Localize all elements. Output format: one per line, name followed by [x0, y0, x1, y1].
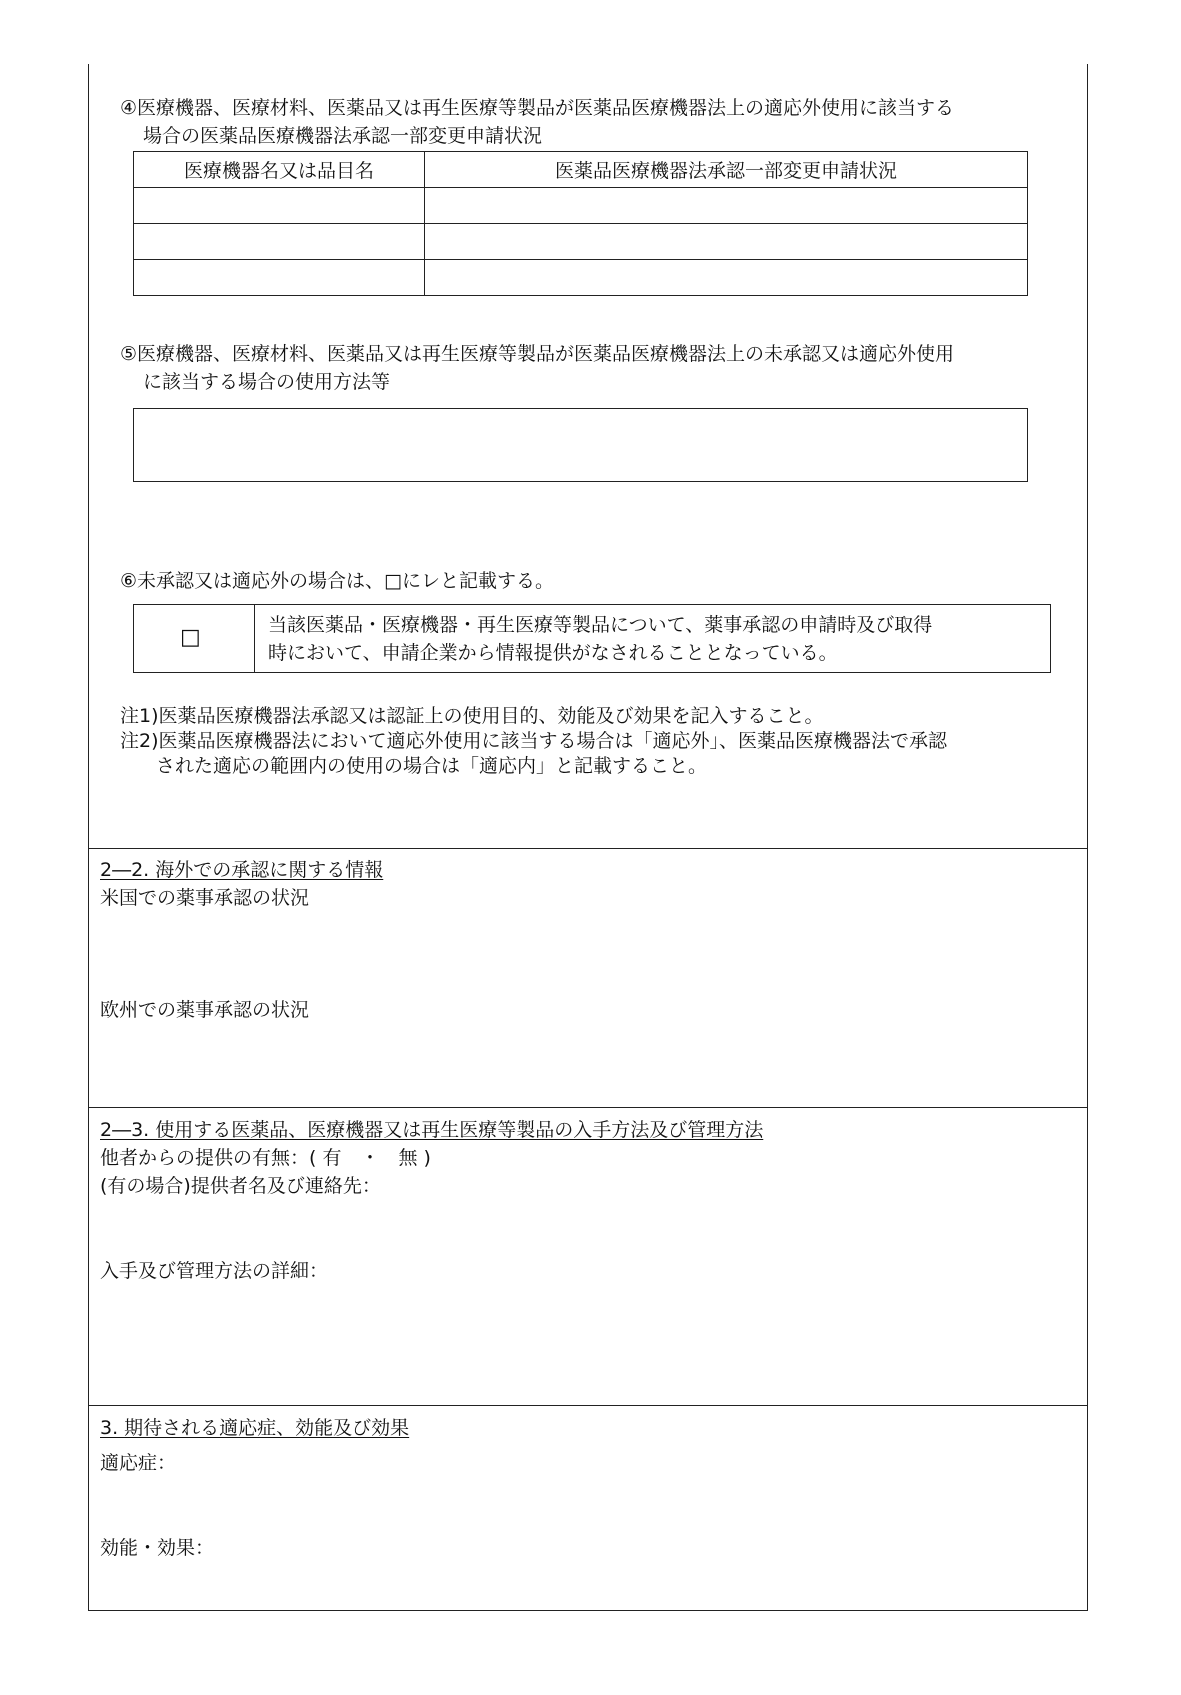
info-provision-text-line2: 時において、申請企業から情報提供がなされることとなっている。 [268, 642, 838, 664]
section-divider [88, 1107, 1088, 1108]
table-row [134, 188, 1028, 224]
acquisition-details-label: 入手及び管理方法の詳細： [100, 1260, 329, 1282]
item4-title-line1: ④医療機器、医療材料、医薬品又は再生医療等製品が医薬品医療機器法上の適応外使用に該当する [120, 97, 955, 119]
table-cell-status[interactable] [425, 188, 1028, 224]
effect-label: 効能・効果： [100, 1537, 215, 1559]
info-provision-divider [254, 605, 255, 672]
table-cell-item-name[interactable] [134, 188, 425, 224]
table-cell-item-name[interactable] [134, 260, 425, 296]
table-row [134, 260, 1028, 296]
info-provision-text-line1: 当該医薬品・医療機器・再生医療等製品について、薬事承認の申請時及び取得 [268, 614, 933, 636]
table-header-application-status: 医薬品医療機器法承認一部変更申請状況 [425, 152, 1028, 188]
note-2-line2: された適応の範囲内の使用の場合は「適応内」と記載すること。 [156, 755, 708, 777]
table-cell-status[interactable] [425, 224, 1028, 260]
item6-title: ⑥未承認又は適応外の場合は、□にレと記載する。 [120, 570, 554, 592]
item5-title-line2: に該当する場合の使用方法等 [143, 371, 391, 393]
info-provision-checkbox[interactable]: □ [180, 625, 201, 650]
info-provision-box [133, 604, 1051, 673]
item4-title-line2: 場合の医薬品医療機器法承認一部変更申請状況 [143, 125, 543, 147]
table-header-item-name: 医療機器名又は品目名 [134, 152, 425, 188]
indication-label: 適応症： [100, 1452, 177, 1474]
provider-contact-label: (有の場合)提供者名及び連絡先： [100, 1175, 381, 1197]
table-row [134, 224, 1028, 260]
section-divider [88, 848, 1088, 849]
eu-approval-label: 欧州での薬事承認の状況 [100, 999, 310, 1021]
table-cell-status[interactable] [425, 260, 1028, 296]
table-cell-item-name[interactable] [134, 224, 425, 260]
form-frame [88, 64, 1088, 1611]
usage-method-box[interactable] [133, 408, 1028, 482]
approval-change-table [133, 151, 1028, 296]
note-2-line1: 注2)医薬品医療機器法において適応外使用に該当する場合は「適応外」、医薬品医療機器法で承認 [120, 730, 948, 752]
provision-yes-no-label: 他者からの提供の有無：( 有 ・ 無 ) [100, 1147, 431, 1169]
note-1: 注1)医薬品医療機器法承認又は認証上の使用目的、効能及び効果を記入すること。 [120, 705, 824, 727]
section-2-3-heading: 2―3. 使用する医薬品、医療機器又は再生医療等製品の入手方法及び管理方法 [100, 1119, 764, 1141]
item5-title-line1: ⑤医療機器、医療材料、医薬品又は再生医療等製品が医薬品医療機器法上の未承認又は適応外使用 [120, 343, 955, 365]
us-approval-label: 米国での薬事承認の状況 [100, 887, 310, 909]
section-divider [88, 1405, 1088, 1406]
section-2-2-heading: 2―2. 海外での承認に関する情報 [100, 859, 384, 881]
section-3-heading: 3. 期待される適応症、効能及び効果 [100, 1417, 410, 1439]
